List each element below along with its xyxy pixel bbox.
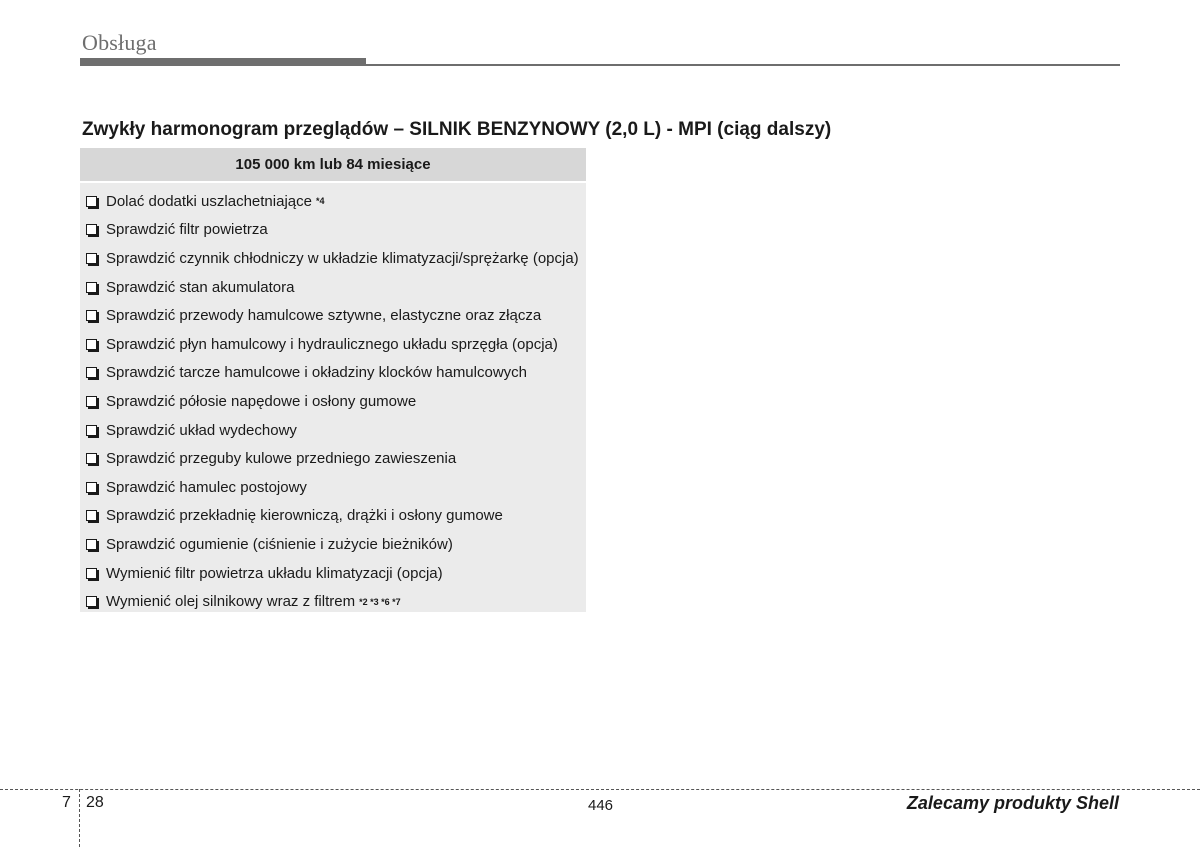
list-item [80, 244, 586, 273]
item-text: Sprawdzić półosie napędowe i osłony gumowe [106, 392, 417, 410]
list-item [80, 473, 586, 502]
footer-vertical-divider [79, 789, 80, 847]
chapter-number: 7 [62, 794, 71, 811]
list-item [80, 387, 586, 416]
checkbox-icon [86, 539, 97, 550]
item-text: Sprawdzić czynnik chłodniczy w układzie klimatyzacji/sprężarkę (opcja) [106, 249, 579, 267]
list-item [80, 559, 586, 588]
checkbox-icon [86, 196, 97, 207]
checkbox-icon [86, 482, 97, 493]
list-item [80, 273, 586, 302]
maintenance-table [80, 148, 586, 612]
header-rule-thick [80, 58, 366, 66]
item-text: Sprawdzić stan akumulatora [106, 278, 295, 296]
item-text: Sprawdzić filtr powietrza [106, 221, 268, 239]
item-text: Sprawdzić przeguby kulowe przedniego zawieszenia [106, 450, 457, 468]
item-text: Sprawdzić przewody hamulcowe sztywne, elastyczne oraz złącza [106, 307, 542, 325]
footnote-marker: *2 *3 *6 *7 [359, 596, 401, 607]
checkbox-icon [86, 224, 97, 235]
footnote-marker: *4 [315, 196, 325, 207]
item-text: Wymienić filtr powietrza układu klimatyzacji (opcja) [106, 564, 443, 582]
checkbox-icon [86, 510, 97, 521]
checkbox-icon [86, 596, 97, 607]
list-item [80, 330, 586, 359]
item-text: Sprawdzić układ wydechowy [106, 421, 297, 439]
checkbox-icon [86, 568, 97, 579]
item-text: Sprawdzić tarcze hamulcowe i okładziny klocków hamulcowych [106, 364, 528, 382]
checkbox-icon [86, 253, 97, 264]
list-item [80, 530, 586, 559]
document-page-number: 446 [588, 797, 614, 814]
section-title: Obsługa [82, 30, 157, 55]
list-item [80, 359, 586, 388]
item-text: Sprawdzić płyn hamulcowy i hydraulicznego układu sprzęgła (opcja) [106, 335, 558, 353]
item-text: Dolać dodatki uszlachetniające [106, 192, 312, 210]
list-item [80, 187, 586, 216]
maintenance-list [80, 183, 586, 616]
item-text: Sprawdzić przekładnię kierowniczą, drążki i osłony gumowe [106, 507, 503, 525]
list-item [80, 216, 586, 245]
list-item [80, 502, 586, 531]
item-text: Sprawdzić hamulec postojowy [106, 478, 307, 496]
checkbox-icon [86, 453, 97, 464]
header-rule-thin [366, 64, 1120, 66]
checkbox-icon [86, 396, 97, 407]
list-item [80, 587, 586, 616]
item-text: Wymienić olej silnikowy wraz z filtrem [106, 593, 356, 611]
checkbox-icon [86, 367, 97, 378]
page-number: 28 [86, 794, 104, 811]
checkbox-icon [86, 310, 97, 321]
brand-slogan: Zalecamy produkty Shell [906, 793, 1119, 813]
list-item [80, 444, 586, 473]
list-item [80, 416, 586, 445]
checkbox-icon [86, 339, 97, 350]
table-header: 105 000 km lub 84 miesiące [80, 148, 586, 183]
page-heading: Zwykły harmonogram przeglądów – SILNIK BENZYNOWY (2,0 L) - MPI (ciąg dalszy) [82, 119, 832, 140]
item-text: Sprawdzić ogumienie (ciśnienie i zużycie bieżników) [106, 535, 453, 553]
checkbox-icon [86, 425, 97, 436]
checkbox-icon [86, 282, 97, 293]
footer-divider [0, 789, 1200, 790]
list-item [80, 301, 586, 330]
